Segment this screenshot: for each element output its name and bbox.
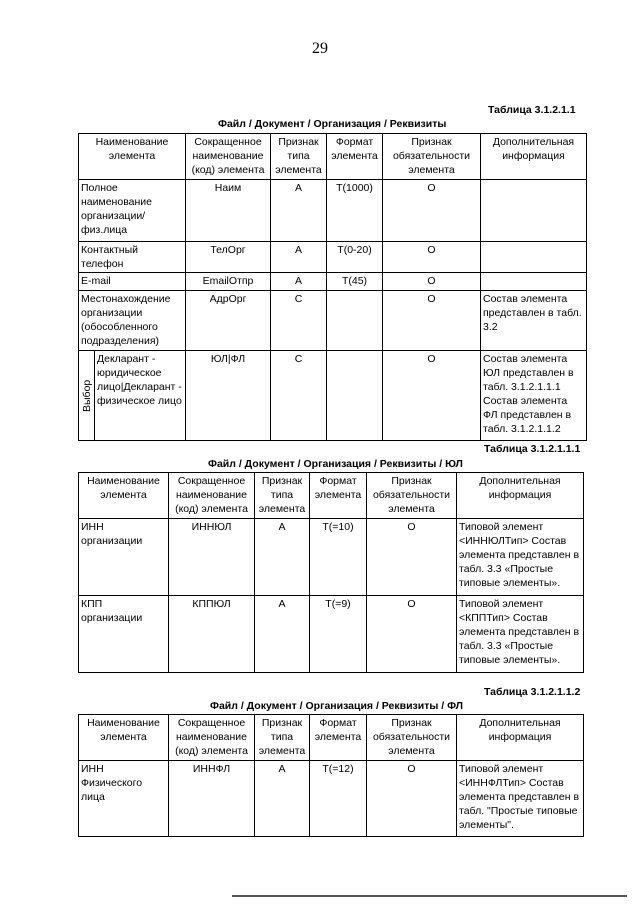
header-format: Формат элемента	[310, 473, 367, 519]
cell-name: Контактный телефон	[79, 242, 186, 273]
table-label: Таблица 3.1.2.1.1.2	[484, 686, 581, 698]
cell-type: А	[255, 596, 310, 673]
cell-type: С	[271, 291, 327, 351]
header-required: Признак обязательности элемента	[367, 473, 457, 519]
cell-required: О	[367, 596, 457, 673]
table-row	[79, 596, 584, 673]
header-info: Дополнительная информация	[481, 134, 587, 180]
header-info: Дополнительная информация	[457, 473, 584, 519]
header-name: Наименование элемента	[79, 473, 169, 519]
cell-format: Т(45)	[327, 273, 383, 291]
header-code: Сокращенное наименование (код) элемента	[169, 715, 255, 761]
cell-info	[481, 180, 587, 242]
header-name: Наименование элемента	[79, 134, 186, 180]
header-type: Признак типа элемента	[255, 473, 310, 519]
header-code: Сокращенное наименование (код) элемента	[186, 134, 271, 180]
header-required: Признак обязательности элемента	[383, 134, 481, 180]
header-required: Признак обязательности элемента	[367, 715, 457, 761]
cell-required: О	[383, 180, 481, 242]
cell-info: Типовой элемент <ИННФЛТип> Состав элемента представлен в табл. "Простые типовые элементы".	[457, 761, 584, 837]
cell-type: А	[271, 273, 327, 291]
header-name: Наименование элемента	[79, 715, 169, 761]
table-row	[79, 180, 587, 242]
cell-type: А	[255, 761, 310, 837]
cell-required: О	[367, 761, 457, 837]
cell-type: А	[255, 519, 310, 596]
cell-info: Состав элемента представлен в табл. 3.2	[481, 291, 587, 351]
choice-label: Выбор	[79, 351, 95, 441]
cell-required: О	[383, 351, 481, 441]
cell-format: Т(=12)	[310, 761, 367, 837]
table-row	[79, 291, 587, 351]
table-row	[79, 242, 587, 273]
cell-code: ТелОрг	[186, 242, 271, 273]
cell-format	[327, 291, 383, 351]
cell-code: ЮЛ|ФЛ	[186, 351, 271, 441]
cell-required: О	[367, 519, 457, 596]
table-row	[79, 273, 587, 291]
header-type: Признак типа элемента	[271, 134, 327, 180]
cell-name: ИНН организации	[79, 519, 169, 596]
cell-name: Декларант - юридическое лицо|Декларант - физическое лицо	[95, 351, 186, 441]
table-caption: Файл / Документ / Организация / Реквизиты / ЮЛ	[208, 458, 463, 470]
cell-format	[327, 351, 383, 441]
cell-info: Типовой элемент <КППТип> Состав элемента представлен в табл. 3.3 «Простые типовые элементы».	[457, 596, 584, 673]
cell-name: КПП организации	[79, 596, 169, 673]
table-row	[79, 351, 587, 441]
cell-code: ИННЮЛ	[169, 519, 255, 596]
cell-required: О	[383, 242, 481, 273]
header-type: Признак типа элемента	[255, 715, 310, 761]
legal-entity-table	[78, 472, 584, 673]
bottom-rule	[232, 895, 627, 897]
page-number: 29	[312, 40, 328, 57]
cell-required: О	[383, 273, 481, 291]
cell-name: Местонахождение организации (обособленного подразделения)	[79, 291, 186, 351]
cell-name: Полное наименование организации/ физ.лица	[79, 180, 186, 242]
table-label: Таблица 3.1.2.1.1	[488, 104, 576, 116]
cell-format: Т(1000)	[327, 180, 383, 242]
header-info: Дополнительная информация	[457, 715, 584, 761]
table-row	[79, 761, 584, 837]
requisites-table	[78, 133, 587, 441]
cell-code: КППЮЛ	[169, 596, 255, 673]
cell-type: А	[271, 242, 327, 273]
cell-type: А	[271, 180, 327, 242]
table-row	[79, 519, 584, 596]
cell-required: О	[383, 291, 481, 351]
cell-name: E-mail	[79, 273, 186, 291]
cell-code: Наим	[186, 180, 271, 242]
table-label: Таблица 3.1.2.1.1.1	[484, 443, 581, 455]
header-code: Сокращенное наименование (код) элемента	[169, 473, 255, 519]
individual-table	[78, 714, 584, 837]
cell-code: EmailОтпр	[186, 273, 271, 291]
cell-format: Т(=9)	[310, 596, 367, 673]
cell-name: ИНН Физического лица	[79, 761, 169, 837]
cell-code: ИННФЛ	[169, 761, 255, 837]
cell-info	[481, 242, 587, 273]
header-format: Формат элемента	[327, 134, 383, 180]
cell-info: Состав элемента ЮЛ представлен в табл. 3.1.2.1.1.1 Состав элемента ФЛ представлен в табл. 3.1.2.1.1.2	[481, 351, 587, 441]
cell-type: С	[271, 351, 327, 441]
header-format: Формат элемента	[310, 715, 367, 761]
cell-code: АдрОрг	[186, 291, 271, 351]
cell-info	[481, 273, 587, 291]
table-caption: Файл / Документ / Организация / Реквизиты / ФЛ	[210, 700, 464, 712]
cell-info: Типовой элемент <ИННЮЛТип> Состав элемента представлен в табл. 3.3 «Простые типовые элементы».	[457, 519, 584, 596]
cell-format: Т(0-20)	[327, 242, 383, 273]
table-caption: Файл / Документ / Организация / Реквизиты	[218, 118, 447, 130]
cell-format: Т(=10)	[310, 519, 367, 596]
